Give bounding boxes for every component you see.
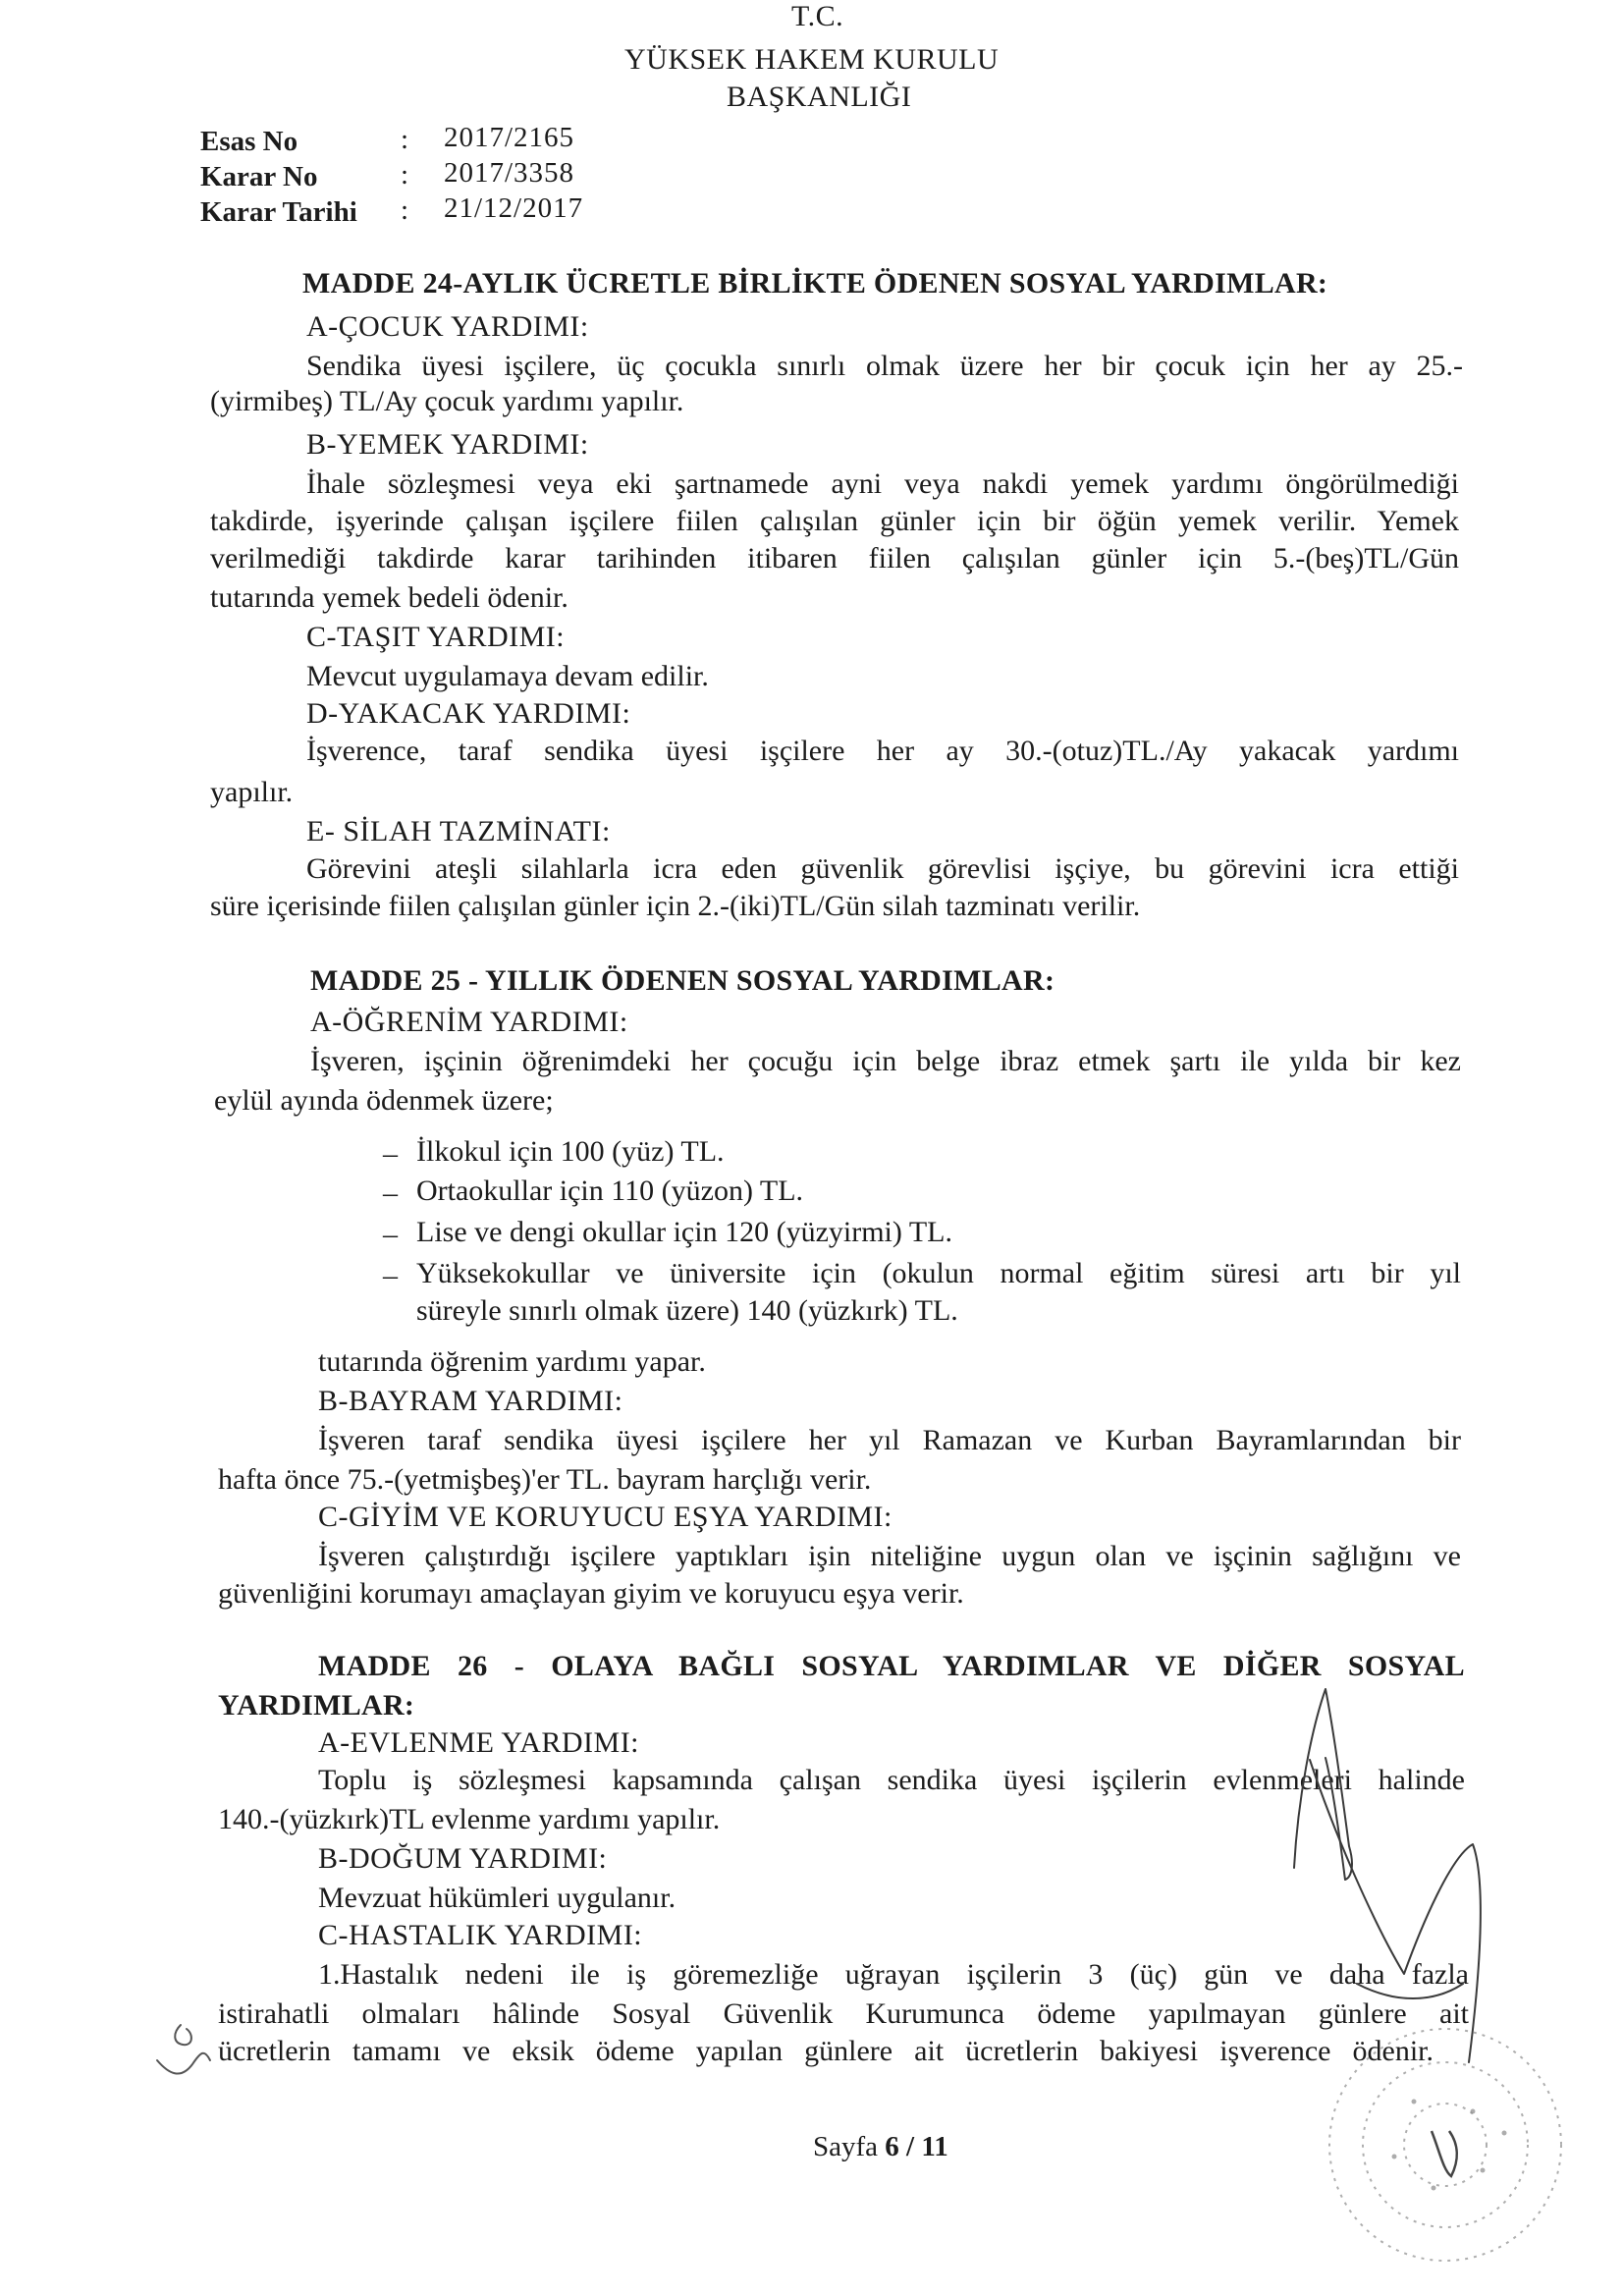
fuel-aid-text: yapılır.	[210, 776, 294, 808]
article-26-heading: MADDE 26 - OLAYA BAĞLI SOSYAL YARDIMLAR VE DİĞER SOSYAL	[318, 1650, 1465, 1682]
weapon-allowance-text: süre içerisinde fiilen çalışılan günler için 2.-(iki)TL/Gün silah tazminatı verilir.	[210, 890, 1141, 922]
article-26-heading: YARDIMLAR:	[218, 1689, 415, 1722]
weapon-allowance-text: Görevini ateşli silahlarla icra eden güvenlik görevlisi işçiye, bu görevini icra ettiği	[306, 852, 1459, 885]
meta-value-karar: 2017/3358	[444, 157, 575, 189]
sickness-aid-text: istirahatli olmaları hâlinde Sosyal Güvenlik Kurumunca ödeme yapılmayan günlere ait	[218, 1997, 1469, 2030]
article-24-heading: MADDE 24-AYLIK ÜCRETLE BİRLİKTE ÖDENEN SOSYAL YARDIMLAR:	[302, 267, 1328, 300]
list-item: İlkokul için 100 (yüz) TL.	[416, 1135, 725, 1168]
sickness-aid-text: ücretlerin tamamı ve eksik ödeme yapılan günlere ait ücretlerin bakiyesi işverence ödenir.	[218, 2035, 1434, 2067]
list-bullet: –	[383, 1259, 398, 1291]
fuel-aid-text: İşverence, taraf sendika üyesi işçilere her ay 30.-(otuz)TL./Ay yakacak yardımı	[306, 735, 1459, 767]
clothing-aid-text: İşveren çalıştırdığı işçilere yaptıkları işin niteliğine uygun olan ve işçinin sağlığını ve	[318, 1540, 1461, 1572]
list-bullet: –	[383, 1176, 398, 1209]
sickness-aid-text: 1.Hastalık nedeni ile iş göremezliğe uğrayan işçilerin 3 (üç) gün ve daha fazla	[318, 1958, 1469, 1991]
list-bullet: –	[383, 1218, 398, 1250]
education-aid-text: İşveren, işçinin öğrenimdeki her çocuğu için belge ibraz etmek şartı ile yılda bir kez	[310, 1045, 1461, 1077]
holiday-aid-text: hafta önce 75.-(yetmişbeş)'er TL. bayram harçlığı verir.	[218, 1463, 872, 1496]
meta-value-esas: 2017/2165	[444, 122, 575, 153]
education-aid-text: tutarında öğrenim yardımı yapar.	[318, 1345, 706, 1378]
page-prefix: Sayfa	[813, 2131, 879, 2162]
marriage-aid-title: A-EVLENME YARDIMI:	[318, 1726, 640, 1759]
birth-aid-title: B-DOĞUM YARDIMI:	[318, 1842, 608, 1875]
meal-aid-title: B-YEMEK YARDIMI:	[306, 428, 589, 461]
transport-aid-title: C-TAŞIT YARDIMI:	[306, 621, 566, 653]
list-item-continuation: süreyle sınırlı olmak üzere) 140 (yüzkırk) TL.	[416, 1294, 958, 1327]
education-aid-title: A-ÖĞRENİM YARDIMI:	[310, 1006, 628, 1038]
child-aid-text: Sendika üyesi işçilere, üç çocukla sınırlı olmak üzere her bir çocuk için her ay 25.-	[306, 350, 1463, 382]
birth-aid-text: Mevzuat hükümleri uygulanır.	[318, 1882, 676, 1914]
meta-label-karar: Karar No	[200, 161, 318, 192]
fuel-aid-title: D-YAKACAK YARDIMI:	[306, 697, 631, 730]
list-bullet: –	[383, 1137, 398, 1170]
weapon-allowance-title: E- SİLAH TAZMİNATI:	[306, 815, 611, 847]
meta-colon: :	[401, 194, 409, 226]
meal-aid-text: İhale sözleşmesi veya eki şartnamede ayni veya nakdi yemek yardımı öngörülmediği	[306, 467, 1459, 500]
header-dept: BAŞKANLIĞI	[727, 81, 912, 113]
page-count: 6 / 11	[885, 2131, 948, 2162]
clothing-aid-text: güvenliğini korumayı amaçlayan giyim ve koruyucu eşya verir.	[218, 1577, 964, 1610]
child-aid-title: A-ÇOCUK YARDIMI:	[306, 310, 589, 343]
marriage-aid-text: 140.-(yüzkırk)TL evlenme yardımı yapılır.	[218, 1803, 721, 1835]
header-tc: T.C.	[791, 0, 844, 32]
meal-aid-text: verilmediği takdirde karar tarihinden itibaren fiilen çalışılan günler için 5.-(beş)TL/Gün	[210, 542, 1459, 574]
meta-colon: :	[401, 159, 409, 191]
article-25-heading: MADDE 25 - YILLIK ÖDENEN SOSYAL YARDIMLAR:	[310, 964, 1055, 997]
meal-aid-text: tutarında yemek bedeli ödenir.	[210, 581, 568, 614]
clothing-aid-title: C-GİYİM VE KORUYUCU EŞYA YARDIMI:	[318, 1501, 893, 1533]
meta-colon: :	[401, 124, 409, 155]
transport-aid-text: Mevcut uygulamaya devam edilir.	[306, 660, 709, 692]
sickness-aid-title: C-HASTALIK YARDIMI:	[318, 1919, 643, 1951]
meta-label-tarih: Karar Tarihi	[200, 196, 357, 228]
holiday-aid-text: İşveren taraf sendika üyesi işçilere her yıl Ramazan ve Kurban Bayramlarından bir	[318, 1424, 1461, 1456]
meta-value-tarih: 21/12/2017	[444, 192, 584, 224]
meta-label-esas: Esas No	[200, 126, 298, 157]
holiday-aid-title: B-BAYRAM YARDIMI:	[318, 1385, 623, 1417]
list-item: Lise ve dengi okullar için 120 (yüzyirmi) TL.	[416, 1216, 952, 1248]
child-aid-text: (yirmibeş) TL/Ay çocuk yardımı yapılır.	[210, 385, 684, 417]
meal-aid-text: takdirde, işyerinde çalışan işçilere fiilen çalışılan günler için bir öğün yemek verilir. Yemek	[210, 505, 1459, 537]
list-item: Yüksekokullar ve üniversite için (okulun normal eğitim süresi artı bir yıl	[416, 1257, 1461, 1289]
list-item: Ortaokullar için 110 (yüzon) TL.	[416, 1175, 804, 1207]
header-org: YÜKSEK HAKEM KURULU	[624, 43, 1000, 76]
marriage-aid-text: Toplu iş sözleşmesi kapsamında çalışan sendika üyesi işçilerin evlenmeleri halinde	[318, 1764, 1465, 1796]
education-aid-text: eylül ayında ödenmek üzere;	[214, 1084, 554, 1117]
